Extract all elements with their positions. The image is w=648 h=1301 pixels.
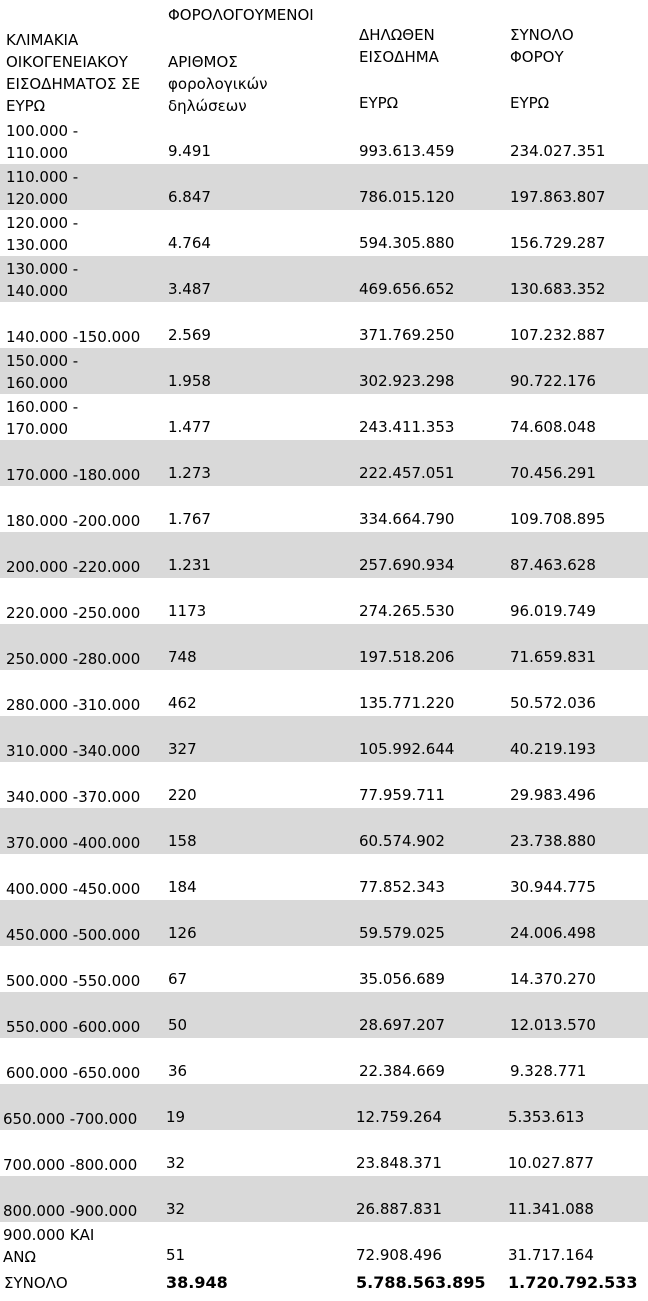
income-range-line: 170.000 [6, 420, 69, 438]
income-range-line: 130.000 [6, 236, 69, 254]
table-row [0, 1176, 648, 1222]
total-tax-cell: 14.370.270 [510, 970, 596, 988]
declared-income-cell: 135.771.220 [359, 694, 455, 712]
table-row [0, 1084, 648, 1130]
declarations-cell: 2.569 [168, 326, 211, 344]
income-range-cell [6, 624, 140, 670]
income-range-cell [6, 532, 140, 578]
table-row [0, 532, 648, 578]
table-row [0, 1222, 648, 1268]
range-header-line: ΕΙΣΟΔΗΜΑΤΟΣ ΣΕ [6, 75, 141, 93]
income-range-cell [3, 1176, 137, 1222]
income-range-line: 140.000 -150.000 [6, 328, 141, 346]
declared-income-cell: 60.574.902 [359, 832, 445, 850]
declarations-cell: 36 [168, 1062, 188, 1080]
table-row [0, 578, 648, 624]
income-range-line: 220.000 -250.000 [6, 604, 141, 622]
income-range-line: 180.000 -200.000 [6, 512, 141, 530]
table-row [0, 164, 648, 210]
tax-unit [510, 92, 549, 114]
income-range-cell [3, 1222, 94, 1268]
income-range-cell [6, 762, 140, 808]
income-range-line: 140.000 [6, 282, 69, 300]
income-range-cell [6, 992, 140, 1038]
table-row [0, 762, 648, 808]
declarations-cell: 1.958 [168, 372, 211, 390]
income-range-line: 100.000 - [6, 122, 79, 140]
declarations-cell: 1.273 [168, 464, 211, 482]
declared-income-cell: 35.056.689 [359, 970, 445, 988]
declared-income-cell: 72.908.496 [356, 1246, 442, 1264]
group-header [168, 4, 314, 26]
income-range-cell [6, 578, 140, 624]
income-range-line: 120.000 [6, 190, 69, 208]
declarations-cell: 50 [168, 1016, 188, 1034]
table-row [0, 1038, 648, 1084]
table-row [0, 716, 648, 762]
income-range-line: 550.000 -600.000 [6, 1018, 141, 1036]
table-row [0, 302, 648, 348]
income-range-line: 400.000 -450.000 [6, 880, 141, 898]
table-row [0, 486, 648, 532]
tax-column-header [510, 24, 574, 68]
declared-income-cell: 77.852.343 [359, 878, 445, 896]
income-unit-label: ΕΥΡΩ [359, 94, 399, 112]
total-tax-cell: 12.013.570 [510, 1016, 596, 1034]
income-range-line: ΑΝΩ [3, 1248, 36, 1266]
declarations-cell: 220 [168, 786, 197, 804]
table-row [0, 854, 648, 900]
declared-income-cell: 59.579.025 [359, 924, 445, 942]
declarations-header-line: φορολογικών [168, 75, 268, 93]
declarations-cell: 327 [168, 740, 197, 758]
declarations-cell: 1.767 [168, 510, 211, 528]
declared-income-cell: 274.265.530 [359, 602, 455, 620]
declarations-header-line: ΑΡΙΘΜΟΣ [168, 53, 238, 71]
declared-income-cell: 28.697.207 [359, 1016, 445, 1034]
income-range-line: 310.000 -340.000 [6, 742, 141, 760]
declarations-cell: 3.487 [168, 280, 211, 298]
declarations-cell: 9.491 [168, 142, 211, 160]
total-declarations: 38.948 [166, 1273, 228, 1292]
range-header-line: ΚΛΙΜΑΚΙΑ [6, 31, 79, 49]
declarations-cell: 748 [168, 648, 197, 666]
total-tax-cell: 87.463.628 [510, 556, 596, 574]
income-column-header [359, 24, 439, 68]
table-body [0, 118, 648, 1268]
declared-income-cell: 197.518.206 [359, 648, 455, 666]
declarations-cell: 158 [168, 832, 197, 850]
declared-income-cell: 105.992.644 [359, 740, 455, 758]
income-range-line: 500.000 -550.000 [6, 972, 141, 990]
total-tax-cell: 11.341.088 [508, 1200, 594, 1218]
declared-income-cell: 786.015.120 [359, 188, 455, 206]
declared-income-cell: 371.769.250 [359, 326, 455, 344]
declared-income-cell: 26.887.831 [356, 1200, 442, 1218]
range-header-line: ΟΙΚΟΓΕΝΕΙΑΚΟΥ [6, 53, 128, 71]
total-tax-cell: 24.006.498 [510, 924, 596, 942]
total-tax-cell: 10.027.877 [508, 1154, 594, 1172]
table-row [0, 946, 648, 992]
range-column-header [6, 29, 140, 117]
income-range-cell [6, 348, 78, 394]
income-range-cell [3, 1130, 137, 1176]
total-tax-cell: 5.353.613 [508, 1108, 585, 1126]
income-range-cell [6, 946, 140, 992]
table-row [0, 440, 648, 486]
declarations-cell: 19 [166, 1108, 186, 1126]
declared-income-cell: 257.690.934 [359, 556, 455, 574]
income-range-cell [3, 1084, 137, 1130]
table-row [0, 624, 648, 670]
income-unit [359, 92, 398, 114]
income-range-line: 170.000 -180.000 [6, 466, 141, 484]
declared-income-cell: 23.848.371 [356, 1154, 442, 1172]
tax-header-line: ΣΥΝΟΛΟ [510, 26, 574, 44]
declared-income-cell: 222.457.051 [359, 464, 455, 482]
income-range-line: 160.000 [6, 374, 69, 392]
income-range-cell [6, 854, 140, 900]
total-tax-cell: 30.944.775 [510, 878, 596, 896]
total-tax-cell: 107.232.887 [510, 326, 606, 344]
income-range-cell [6, 164, 78, 210]
declared-income-cell: 77.959.711 [359, 786, 445, 804]
declarations-cell: 1.477 [168, 418, 211, 436]
table-row [0, 900, 648, 946]
total-row [0, 1268, 648, 1298]
declarations-header-line: δηλώσεων [168, 97, 247, 115]
income-range-cell [6, 900, 140, 946]
declared-income-cell: 302.923.298 [359, 372, 455, 390]
declarations-cell: 4.764 [168, 234, 211, 252]
income-range-line: 600.000 -650.000 [6, 1064, 141, 1082]
income-range-cell [6, 1038, 140, 1084]
tax-unit-label: ΕΥΡΩ [510, 94, 550, 112]
declarations-cell: 32 [166, 1154, 186, 1172]
declared-income-cell: 12.759.264 [356, 1108, 442, 1126]
table-row [0, 670, 648, 716]
income-header-line: ΕΙΣΟΔΗΜΑ [359, 48, 439, 66]
income-range-line: 700.000 -800.000 [3, 1156, 138, 1174]
total-tax-cell: 71.659.831 [510, 648, 596, 666]
declared-income-cell: 993.613.459 [359, 142, 455, 160]
total-tax-cell: 40.219.193 [510, 740, 596, 758]
income-range-line: 450.000 -500.000 [6, 926, 141, 944]
income-range-cell [6, 486, 140, 532]
income-range-line: 900.000 ΚΑΙ [3, 1226, 95, 1244]
table-row [0, 1130, 648, 1176]
total-tax-cell: 109.708.895 [510, 510, 606, 528]
total-tax-cell: 31.717.164 [508, 1246, 594, 1264]
income-range-line: 280.000 -310.000 [6, 696, 141, 714]
total-tax-cell: 50.572.036 [510, 694, 596, 712]
total-tax-cell: 234.027.351 [510, 142, 606, 160]
declarations-cell: 1.231 [168, 556, 211, 574]
total-tax: 1.720.792.533 [508, 1273, 638, 1292]
income-range-line: 130.000 - [6, 260, 79, 278]
declarations-cell: 32 [166, 1200, 186, 1218]
income-range-line: 110.000 - [6, 168, 79, 186]
income-range-line: 120.000 - [6, 214, 79, 232]
income-range-line: 150.000 - [6, 352, 79, 370]
range-header-line: ΕΥΡΩ [6, 97, 46, 115]
income-range-cell [6, 256, 78, 302]
declared-income-cell: 243.411.353 [359, 418, 455, 436]
income-range-line: 250.000 -280.000 [6, 650, 141, 668]
declarations-cell: 1173 [168, 602, 207, 620]
declarations-cell: 6.847 [168, 188, 211, 206]
total-tax-cell: 23.738.880 [510, 832, 596, 850]
declared-income-cell: 594.305.880 [359, 234, 455, 252]
table-row [0, 118, 648, 164]
income-range-cell [6, 118, 78, 164]
tax-header-line: ΦΟΡΟΥ [510, 48, 564, 66]
table-row [0, 808, 648, 854]
declarations-cell: 51 [166, 1246, 186, 1264]
income-range-cell [6, 808, 140, 854]
total-tax-cell: 74.608.048 [510, 418, 596, 436]
declared-income-cell: 469.656.652 [359, 280, 455, 298]
income-range-cell [6, 210, 78, 256]
table-row [0, 394, 648, 440]
income-range-cell [6, 440, 140, 486]
income-range-cell [6, 302, 140, 348]
income-range-line: 800.000 -900.000 [3, 1202, 138, 1220]
declarations-cell: 126 [168, 924, 197, 942]
total-label: ΣΥΝΟΛΟ [4, 1274, 68, 1292]
table-row [0, 256, 648, 302]
income-range-cell [6, 670, 140, 716]
group-label: ΦΟΡΟΛΟΓΟΥΜΕΝΟΙ [168, 6, 314, 24]
declared-income-cell: 334.664.790 [359, 510, 455, 528]
total-tax-cell: 197.863.807 [510, 188, 606, 206]
table-row [0, 992, 648, 1038]
income-range-line: 340.000 -370.000 [6, 788, 141, 806]
total-tax-cell: 130.683.352 [510, 280, 606, 298]
income-range-line: 370.000 -400.000 [6, 834, 141, 852]
table-row [0, 348, 648, 394]
declarations-cell: 67 [168, 970, 188, 988]
total-tax-cell: 90.722.176 [510, 372, 596, 390]
total-tax-cell: 96.019.749 [510, 602, 596, 620]
income-range-line: 650.000 -700.000 [3, 1110, 138, 1128]
declared-income-cell: 22.384.669 [359, 1062, 445, 1080]
income-range-line: 160.000 - [6, 398, 79, 416]
income-range-cell [6, 716, 140, 762]
total-tax-cell: 156.729.287 [510, 234, 606, 252]
income-range-line: 200.000 -220.000 [6, 558, 141, 576]
income-range-line: 110.000 [6, 144, 69, 162]
declarations-cell: 462 [168, 694, 197, 712]
total-tax-cell: 29.983.496 [510, 786, 596, 804]
income-header-line: ΔΗΛΩΘΕΝ [359, 26, 435, 44]
declarations-column-header [168, 51, 268, 117]
table-row [0, 210, 648, 256]
total-tax-cell: 70.456.291 [510, 464, 596, 482]
declarations-cell: 184 [168, 878, 197, 896]
income-range-cell [6, 394, 78, 440]
total-income: 5.788.563.895 [356, 1273, 486, 1292]
total-tax-cell: 9.328.771 [510, 1062, 587, 1080]
